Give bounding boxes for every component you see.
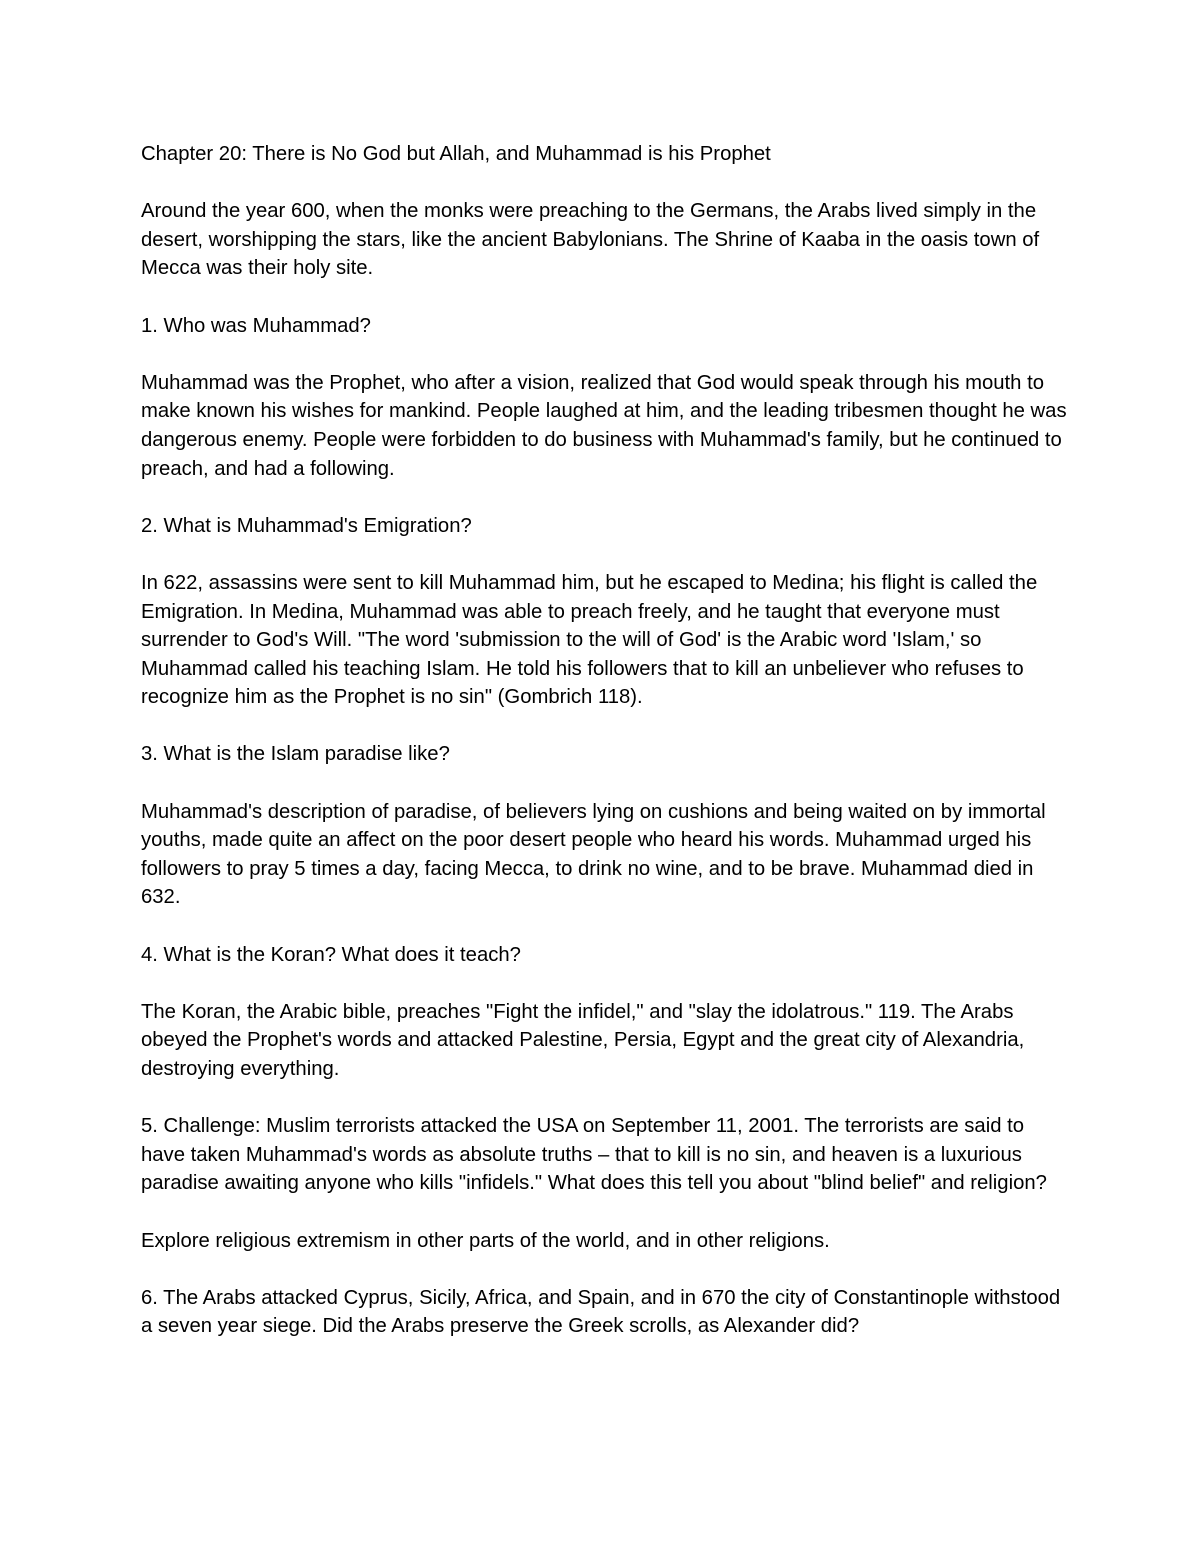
question-4: 4. What is the Koran? What does it teach? [141, 943, 521, 966]
question-6: 6. The Arabs attacked Cyprus, Sicily, Africa, and Spain, and in 670 the city of Constantinople withstood a seven year siege. Did the Arabs preserve the Greek scrolls, as Alexander did? [141, 1286, 1061, 1338]
document-page [141, 140, 1071, 1370]
question-5: 5. Challenge: Muslim terrorists attacked the USA on September 11, 2001. The terrorists are said to have taken Muhammad's words as absolute truths – that to kill is no sin, and heaven is a luxurious paradise awaiting anyone who kills "infidels." What does this tell you about "blind belief" and religion? [141, 1115, 1047, 1195]
extra-prompt: Explore religious extremism in other parts of the world, and in other religions. [141, 1229, 830, 1252]
question-3: 3. What is the Islam paradise like? [141, 743, 450, 766]
answer-3: Muhammad's description of paradise, of believers lying on cushions and being waited on by immortal youths, made quite an affect on the poor desert people who heard his words. Muhammad urged his followers to pray 5 times a day, facing Mecca, to drink no wine, and to be brave. Muhammad died in 632. [141, 800, 1046, 909]
intro-paragraph: Around the year 600, when the monks were preaching to the Germans, the Arabs lived simply in the desert, worshipping the stars, like the ancient Babylonians. The Shrine of Kaaba in the oasis town of Mecca was their holy site. [141, 200, 1040, 280]
question-1: 1. Who was Muhammad? [141, 314, 371, 337]
answer-1: Muhammad was the Prophet, who after a vision, realized that God would speak through his mouth to make known his wishes for mankind. People laughed at him, and the leading tribesmen thought he was dangerous enemy. People were forbidden to do business with Muhammad's family, but he continued to preach, and had a following. [141, 371, 1067, 480]
chapter-title: Chapter 20: There is No God but Allah, and Muhammad is his Prophet [141, 143, 771, 165]
question-2: 2. What is Muhammad's Emigration? [141, 514, 472, 537]
answer-4: The Koran, the Arabic bible, preaches "Fight the infidel," and "slay the idolatrous." 119. The Arabs obeyed the Prophet's words and attacked Palestine, Persia, Egypt and the great city of Alexandria, destroying everything. [141, 1000, 1025, 1080]
answer-2: In 622, assassins were sent to kill Muhammad him, but he escaped to Medina; his flight is called the Emigration. In Medina, Muhammad was able to preach freely, and he taught that everyone must surrender to God's Will. "The word 'submission to the will of God' is the Arabic word 'Islam,' so Muhammad called his teaching Islam. He told his followers that to kill an unbeliever who refuses to recognize him as the Prophet is no sin" (Gombrich 118). [141, 571, 1038, 709]
